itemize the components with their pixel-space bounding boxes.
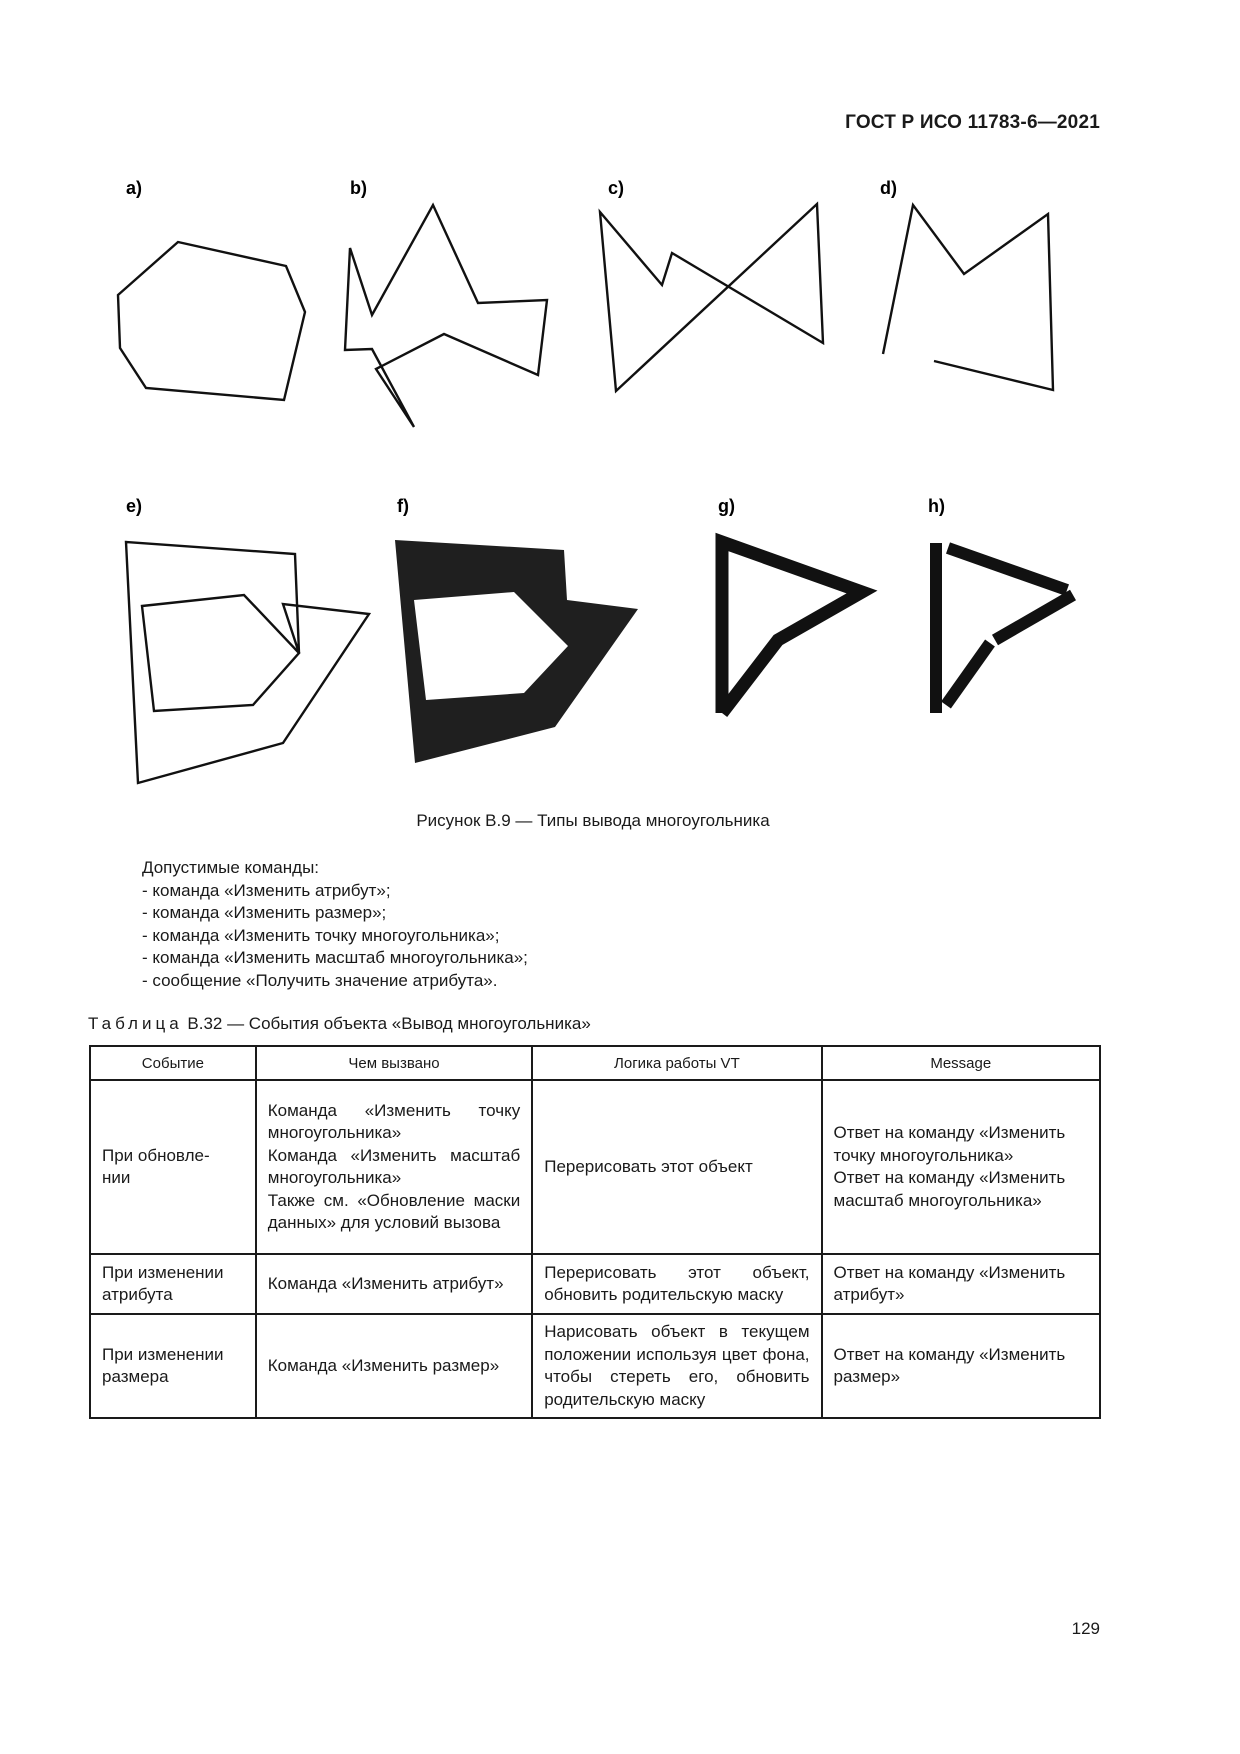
column-header-message: Message (822, 1046, 1100, 1080)
figure-label-e: e) (126, 496, 143, 516)
cell-cause: Команда «Изменить точку многоугольника» Команда «Изменить масштаб многоугольника» Также см. «Обновление маски данных» для условий вызова (256, 1080, 532, 1254)
table-title-prefix: Таблица (88, 1014, 183, 1033)
figure-label-b: b) (350, 178, 367, 198)
polygon-c (600, 204, 823, 391)
document-header: ГОСТ Р ИСО 11783-6—2021 (845, 112, 1100, 133)
cell-logic: Перерисовать этот объект, обновить родительскую маску (532, 1254, 821, 1314)
column-header-logic: Логика работы VT (532, 1046, 821, 1080)
polygon-a (118, 242, 305, 400)
cell-message: Ответ на команду «Изменить размер» (822, 1314, 1100, 1418)
figure-caption: Рисунок B.9 — Типы вывода многоугольника (416, 811, 770, 830)
allowed-commands (142, 857, 528, 992)
figure-label-g: g) (718, 496, 735, 516)
column-header-event: Событие (90, 1046, 256, 1080)
table-title-text: B.32 — События объекта «Вывод многоугольника» (182, 1014, 591, 1033)
polygon-e-outer (126, 542, 369, 783)
cell-event: При обновле- нии (90, 1080, 256, 1254)
commands-intro: Допустимые команды: (142, 858, 320, 877)
command-item: - команда «Изменить масштаб многоугольника»; (142, 947, 528, 970)
polygon-h-dashed (936, 543, 1073, 713)
table-title (88, 1014, 591, 1034)
polygon-g-thick (722, 542, 862, 713)
page-number: 129 (1071, 1619, 1100, 1638)
figure-label-a: a) (126, 178, 143, 198)
polygon-e-inner (142, 595, 299, 711)
table-row (90, 1080, 1100, 1254)
cell-cause: Команда «Изменить атрибут» (256, 1254, 532, 1314)
command-item: - команда «Изменить размер»; (142, 902, 528, 925)
column-header-cause: Чем вызвано (256, 1046, 532, 1080)
table-row (90, 1314, 1100, 1418)
command-item: - сообщение «Получить значение атрибута». (142, 970, 528, 993)
polygon-f-filled (395, 540, 638, 763)
figure-label-c: c) (608, 178, 625, 198)
cell-message: Ответ на команду «Изменить атрибут» (822, 1254, 1100, 1314)
cell-message: Ответ на команду «Изменить точку многоугольника» Ответ на команду «Изменить масштаб многоугольника» (822, 1080, 1100, 1254)
cell-event: При изменении размера (90, 1314, 256, 1418)
events-table (89, 1045, 1101, 1419)
figure-label-d: d) (880, 178, 897, 198)
polyline-d (883, 205, 1053, 390)
cell-event: При изменении атрибута (90, 1254, 256, 1314)
command-item: - команда «Изменить атрибут»; (142, 880, 528, 903)
cell-logic: Перерисовать этот объект (532, 1080, 821, 1254)
cell-logic: Нарисовать объект в текущем положении используя цвет фона, чтобы стереть его, обновить родительскую маску (532, 1314, 821, 1418)
polygon-output-figure (0, 0, 1240, 800)
table-header-row (90, 1046, 1100, 1080)
polygon-b (345, 205, 547, 427)
figure-label-f: f) (397, 496, 409, 516)
command-item: - команда «Изменить точку многоугольника»; (142, 925, 528, 948)
cell-cause: Команда «Изменить размер» (256, 1314, 532, 1418)
table-row (90, 1254, 1100, 1314)
figure-label-h: h) (928, 496, 945, 516)
